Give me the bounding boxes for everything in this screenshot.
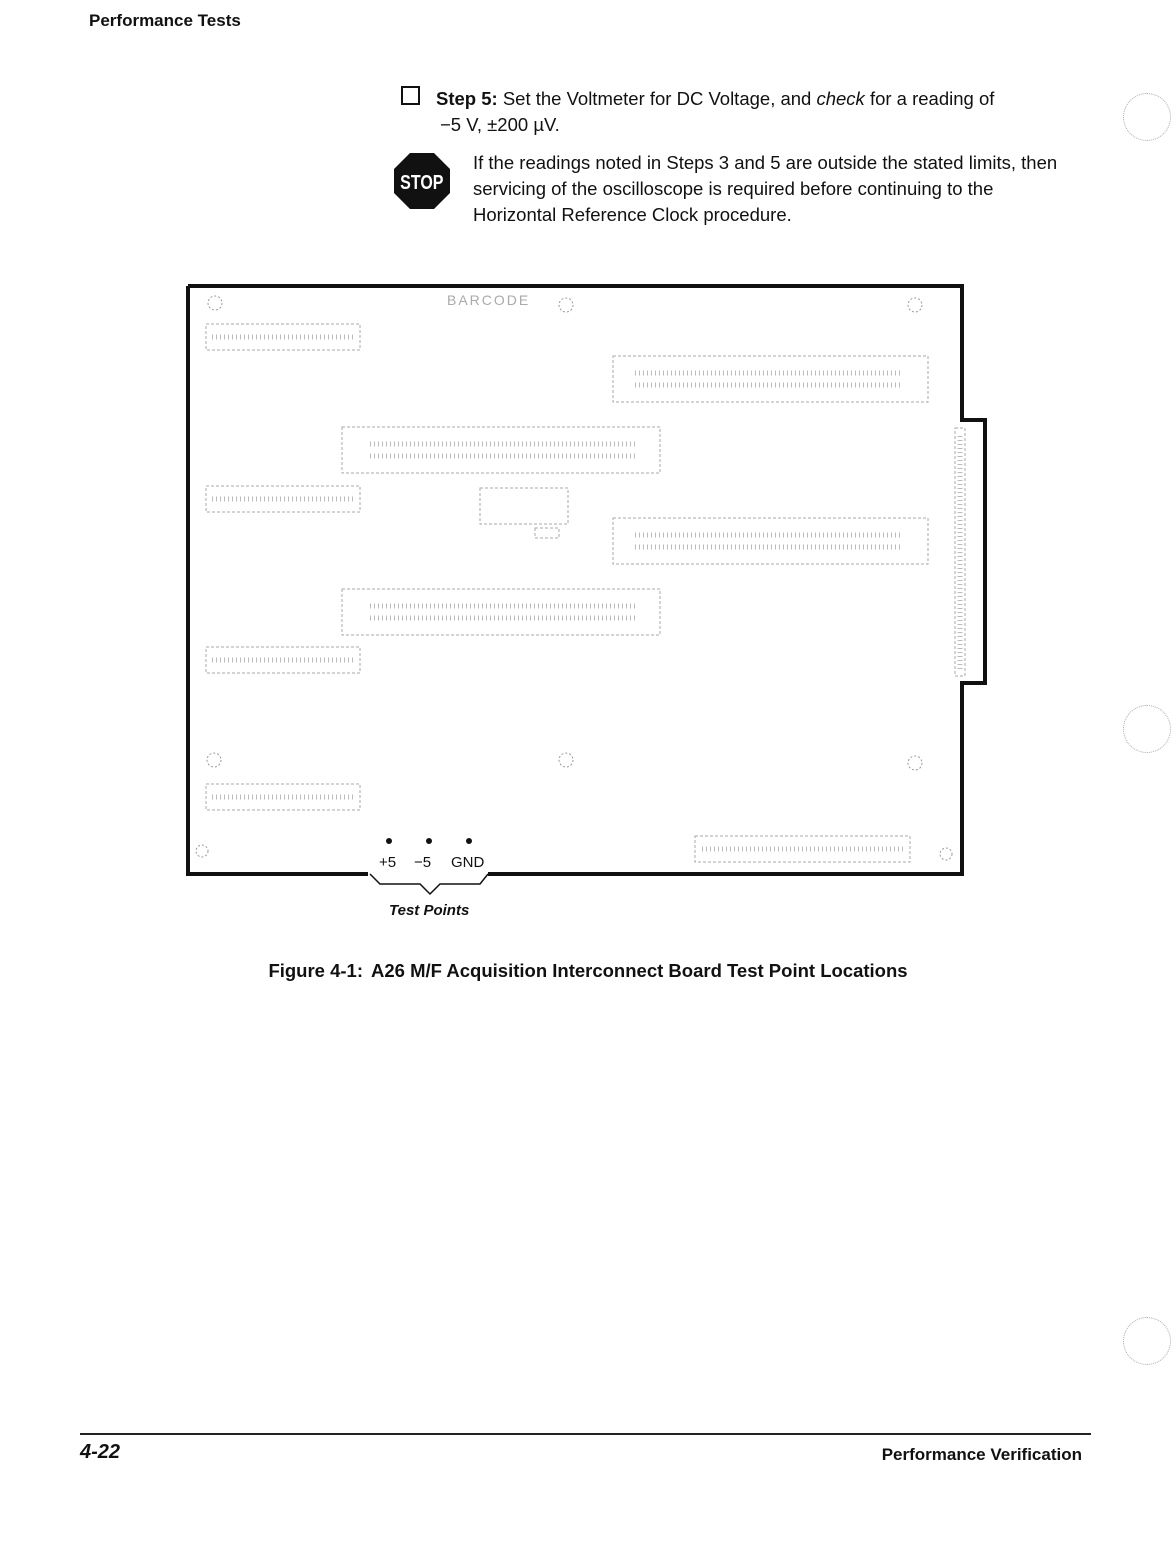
test-point-dots — [386, 838, 472, 844]
step-text-before: Set the Voltmeter for DC Voltage, and — [497, 88, 817, 109]
footer-rule — [80, 1433, 1091, 1435]
binder-hole-middle — [1123, 705, 1171, 753]
step-label: Step 5: — [436, 88, 498, 109]
stop-sign-icon — [393, 152, 451, 210]
figure-caption — [0, 960, 1176, 982]
mounting-holes — [196, 296, 952, 860]
board-diagram — [180, 278, 990, 898]
stop-note-text: If the readings noted in Steps 3 and 5 are outside the stated limits, then servicing of the oscilloscope is required before continuing to the Horizontal Reference Clock procedure. — [473, 152, 1058, 225]
step-text-after: for a reading of — [864, 88, 995, 109]
barcode-label: BARCODE — [447, 292, 531, 308]
binder-hole-bottom — [1123, 1317, 1171, 1365]
figure-number: Figure 4-1: — [268, 960, 364, 981]
running-header: Performance Tests — [89, 11, 241, 30]
figure-title: A26 M/F Acquisition Interconnect Board Test Point Locations — [371, 960, 908, 981]
connectors — [206, 324, 965, 862]
step-checkbox[interactable] — [401, 86, 420, 105]
stop-icon-text: STOP — [400, 171, 444, 194]
test-point-label-minus5: −5 — [414, 854, 432, 871]
step-instruction — [436, 86, 1066, 138]
test-points-caption: Test Points — [389, 902, 470, 919]
binder-hole-top — [1123, 93, 1171, 141]
footer-section-title: Performance Verification — [881, 1445, 1082, 1464]
step-emphasis: check — [816, 88, 865, 109]
test-point-label-plus5: +5 — [379, 854, 397, 871]
test-point-label-gnd: GND — [451, 854, 485, 871]
step-value: −5 V, ±200 µV. — [440, 114, 560, 135]
page-number: 4-22 — [80, 1441, 121, 1463]
connector-pins — [212, 337, 960, 849]
test-points-bracket — [370, 874, 488, 894]
